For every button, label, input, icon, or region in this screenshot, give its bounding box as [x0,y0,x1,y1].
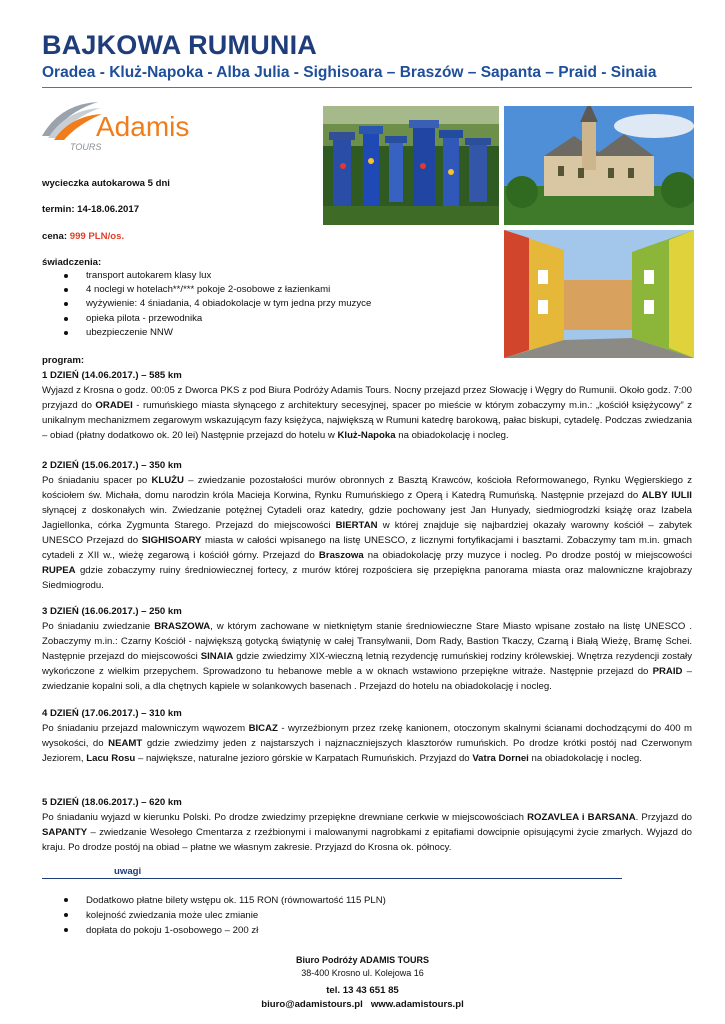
text-run: Po śniadaniu spacer po [42,475,152,486]
place-name: SAPANTY [42,827,88,838]
svg-text:TOURS: TOURS [70,142,102,152]
price-label: cena: [42,231,70,242]
text-run: gdzie zwiedzimy jeden z najstarszych i najznaczniejszych klasztorów rumuńskich. Po drodze krótki postój nad Czerwonym Jeziorem, [42,738,692,764]
list-item: dopłata do pokoju 1-osobowego – 200 zł [64,923,386,938]
day-3 [42,604,692,694]
day-heading: 5 DZIEŃ (18.06.2017.) – 620 km [42,797,182,808]
text-run: miasta w całości wpisanego na listę UNESCO, z licznymi fortyfikacjami i basztami. Zobaczymy tam m.in. gmach cytadeli z XII w., wieżę zegarową i kościół górny. Przejazd do [42,535,692,561]
list-item: ubezpieczenie NNW [64,326,484,340]
email-link[interactable]: biuro@adamistours.pl [261,999,363,1010]
place-name: KLUŻU [151,475,184,486]
text-run: na obiadokolację i nocleg. [395,430,509,441]
place-name: ALBY IULII [641,490,692,501]
text-run: w której znajduje się najbardziej okazały warowny kościół – zabytek UNESCO Przejazd do [42,520,692,546]
text-run: na obiadokolację i nocleg. [528,753,642,764]
place-name: RUPEA [42,565,76,576]
text-run: gdzie zobaczymy ruiny średniowiecznej fortecy, z murów której rozpościera się przepiękna panorama miasta oraz malowniczne krajobrazy Siedmiogrodu. [42,565,692,591]
place-name: BIERTAN [335,520,378,531]
place-name: Kluż-Napoka [337,430,396,441]
text-run: Po śniadaniu przejazd malowniczym wąwozem [42,723,249,734]
list-item: kolejność zwiedzania może ulec zmianie [64,908,386,923]
text-run: Po śniadaniu zwiedzanie [42,621,155,632]
list-item: Dodatkowo płatne bilety wstępu ok. 115 RON (równowartość 115 PLN) [64,893,386,908]
day-5 [42,795,692,855]
svg-text:Adamis: Adamis [96,111,190,142]
place-name: Braszowa [318,550,364,561]
list-item: transport autokarem klasy lux [64,269,484,283]
text-run: - wyrzeźbionym przez rzekę kanionem, otoczonym skalnymi ścianami dochodzącymi do 400 m wysokości, do [42,723,692,749]
text-run: na obiadokolację przy muzyce i nocleg. Po drodze postój w miejscowości [363,550,693,561]
includes-list [64,269,484,340]
place-name: Vatra Dornei [472,753,529,764]
notes-label: uwagi [114,866,142,877]
text-run: – największe, naturalne jezioro górskie w Karpatach Rumuńskich. Przyjazd do [135,753,473,764]
page-title: BAJKOWA RUMUNIA [42,30,317,60]
list-item: wyżywienie: 4 śniadania, 4 obiadokolacje w tym jedna przy muzyce [64,297,484,311]
place-name: SINAIA [200,651,234,662]
place-name: BRASZOWA [154,621,211,632]
day-2 [42,458,692,593]
list-item: 4 noclegi w hotelach**/*** pokoje 2-osobowe z łazienkami [64,283,484,297]
day-description [42,383,692,443]
day-description [42,721,692,766]
trip-type: wycieczka autokarowa 5 dni [42,178,170,189]
price-value: 999 PLN/os. [69,231,125,242]
day-heading: 4 DZIEŃ (17.06.2017.) – 310 km [42,708,182,719]
text-run: Po śniadaniu wyjazd w kierunku Polski. Po drodze zwiedzimy przepiękne drewniane cerkwie w miejscowościach [42,812,528,823]
text-run: Wyjazd z Krosna o godz. 00:05 z Dworca PKS z pod Biura Podróży Adamis Tours. Nocny przejazd przez Słowację i Węgry do Rumunii. Około godz. 7:00 przyjazd do [42,385,692,411]
day-description [42,619,692,694]
text-run: – zwiedzanie Wesołego Cmentarza z rzeźbionymi i malowanymi nagrobkami z epitafiami dowcipnie opisującymi życie zmarłych. Wyjazd do kraju. Po drodze postój na obiad – płatne we własnym zakresie. Przyjazd do Krosna ok. północy. [42,827,692,853]
place-name: SIGHISOARY [141,535,202,546]
day-heading: 1 DZIEŃ (14.06.2017.) – 585 km [42,370,182,381]
text-run: . Przyjazd do [635,812,692,823]
footer-company: Biuro Podróży ADAMIS TOURS [295,955,429,965]
text-run: - rumuńskiego miasta słynącego z architektury secesyjnej, spacer po mieście w którym zobaczymy m.in.: „kościół księżycowy” z unikalnym mechanizmem zegarowym wskazującym fazy księżyca, największą w Rumuni katedrę barokową, pałac biskupi, cytadelę. Podczas zwiedzania – obiad (płatny dodatkowo ok. 20 lei) Następnie przejazd do hotelu w [42,400,692,441]
day-4 [42,706,692,766]
list-item: opieka pilota - przewodnika [64,312,484,326]
day-description [42,473,692,593]
peles-castle-photo [504,106,694,225]
place-name: ROZAVLEA i BARSANA [527,812,636,823]
page-subtitle: Oradea - Kluż-Napoka - Alba Julia - Sighisoara – Braszów – Sapanta – Praid - Sinaia [42,64,657,81]
trip-term: termin: 14-18.06.2017 [42,204,140,215]
text-run: , w którym zachowane w nietkniętym stanie średniowieczne Stare Miasto wpisane zostało na listę UNESCO . Zobaczymy m.in.: Czarny Kościół - największą gotycką świątynię w całej Transylwanii, Dom Rady, Bastion Tkaczy, Czarną i Białą Wieżę, Bramę Schei. Następnie przejazd do miejscowości [42,621,692,662]
day-description [42,810,692,855]
adamis-logo-icon [40,100,190,152]
title-divider [42,87,692,88]
footer-address: 38-400 Krosno ul. Kolejowa 16 [301,968,424,978]
program-label: program: [42,355,85,366]
place-name: PRAID [652,666,683,677]
text-run: – zwiedzanie kopalni soli, a dla chętnych kąpiele w solankowych basenach . Przejazd do hotelu na obiadokolację i nocleg. [42,666,692,692]
footer-contact [0,999,725,1010]
website-link[interactable]: www.adamistours.pl [370,999,464,1010]
includes-label: świadczenia: [42,257,102,268]
place-name: BICAZ [248,723,278,734]
day-heading: 3 DZIEŃ (16.06.2017.) – 250 km [42,606,182,617]
place-name: NEAMT [108,738,143,749]
text-run: słynącej z doskonałych win. Zwiedzanie potężnej Cytadeli oraz katedry, gdzie pochowany jest Jan Hunyady, siedmiogrodzki książę oraz Izabela Jagiellonka, córka Zygmunta Starego. Przejazd do miejscowości [42,505,692,531]
text-run: gdzie zwiedzimy XIX-wieczną letnią rezydencję rumuńskiej rodziny królewskiej. Wnętrza rezydencji zostały wykończone z wielkim przepychem. Sprowadzono tu hebanowe meble a w oknach wstawiono przepiękne witraże. Następnie przejazd do [42,651,692,677]
footer-phone: tel. 13 43 651 85 [326,985,399,996]
place-name: ORADEI [95,400,133,411]
day-1 [42,368,692,443]
place-name: Lacu Rosu [86,753,136,764]
sighisoara-street-photo [504,230,694,358]
trip-price [42,231,124,242]
merry-cemetery-photo [323,106,499,225]
text-run: – zwiedzanie pozostałości murów obronnych z Basztą Krawców, kościoła Reformowanego, Rynku Węgierskiego z kościołem św. Michała, domu narodzin króla Macieja Korwina, Rynku Rumuńskiego z Operą i Katedrą Rumuńską. Następnie przejazd do [42,475,693,501]
notes-list [64,893,386,938]
day-heading: 2 DZIEŃ (15.06.2017.) – 350 km [42,460,182,471]
